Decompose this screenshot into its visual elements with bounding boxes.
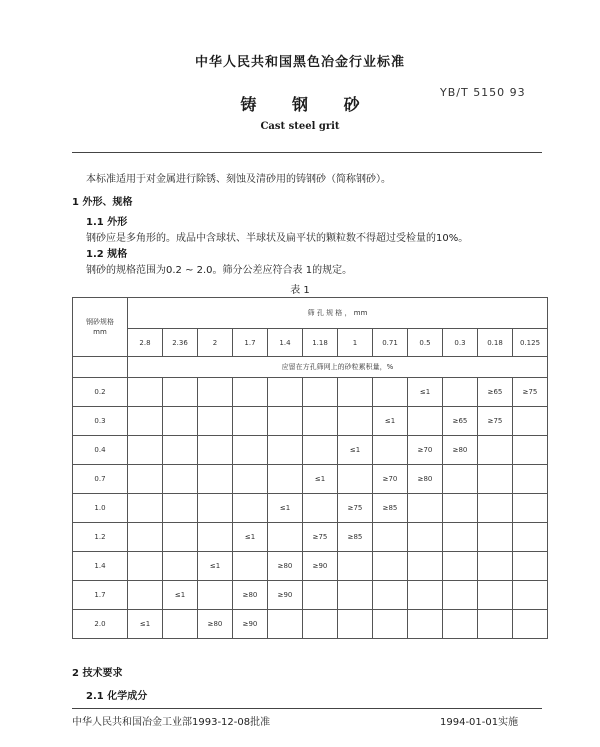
retention-cell [338, 581, 373, 610]
retention-cell: ≥70 [373, 465, 408, 494]
retention-cell [338, 407, 373, 436]
english-title: Cast steel grit [260, 121, 340, 132]
retention-cell [163, 436, 198, 465]
retention-cell [198, 494, 233, 523]
retention-cell [373, 581, 408, 610]
spec-cell: 2.0 [73, 610, 128, 639]
retention-cell [268, 465, 303, 494]
sieve-size-cell: 2.36 [163, 329, 198, 357]
retention-cell: ≥90 [303, 552, 338, 581]
blank-cell [73, 357, 128, 378]
section-2-heading: 2 技术要求 [72, 668, 123, 679]
spec-header-cell [73, 298, 128, 357]
retention-cell [163, 465, 198, 494]
section-1-2-text: 钢砂的规格范围为0.2 ~ 2.0。筛分公差应符合表 1的规定。 [86, 265, 353, 276]
retention-cell [513, 494, 548, 523]
retention-cell [478, 523, 513, 552]
spec-header-label: 钢砂规格 [86, 318, 114, 326]
header-divider [72, 152, 542, 153]
table-row [73, 610, 548, 639]
retention-cell: ≤1 [163, 581, 198, 610]
sieve-size-cell: 0.71 [373, 329, 408, 357]
retention-cell: ≥65 [478, 378, 513, 407]
retention-cell [478, 494, 513, 523]
retention-cell [128, 407, 163, 436]
retention-cell [163, 378, 198, 407]
retention-cell: ≥65 [443, 407, 478, 436]
retention-cell [513, 465, 548, 494]
sieve-size-cell: 2 [198, 329, 233, 357]
spec-header-unit: mm [93, 328, 107, 336]
retention-cell [233, 494, 268, 523]
table-row [73, 523, 548, 552]
section-1-1-heading: 1.1 外形 [86, 217, 128, 228]
retention-cell [443, 581, 478, 610]
retention-cell [513, 523, 548, 552]
sieve-size-cell: 1.18 [303, 329, 338, 357]
retention-cell: ≥85 [338, 523, 373, 552]
retention-cell [513, 581, 548, 610]
retention-cell [163, 610, 198, 639]
retention-cell [303, 581, 338, 610]
retention-cell [408, 581, 443, 610]
retention-cell [478, 465, 513, 494]
retention-cell: ≤1 [198, 552, 233, 581]
sieve-size-cell: 1.7 [233, 329, 268, 357]
sieve-size-row [73, 329, 548, 357]
retention-cell [128, 378, 163, 407]
spec-cell: 1.7 [73, 581, 128, 610]
retention-header: 应留在方孔筛网上的砂粒累积量，% [128, 357, 548, 378]
sieve-size-cell: 1.4 [268, 329, 303, 357]
retention-cell [233, 378, 268, 407]
table-row [73, 465, 548, 494]
retention-cell [303, 436, 338, 465]
spec-cell: 0.7 [73, 465, 128, 494]
document-title: 铸 钢 砂 [240, 95, 360, 114]
footer-divider [72, 708, 542, 709]
intro-paragraph: 本标准适用于对金属进行除锈、刻蚀及清砂用的铸钢砂（简称钢砂）。 [86, 174, 391, 185]
retention-cell [163, 523, 198, 552]
retention-cell [373, 436, 408, 465]
retention-cell: ≤1 [268, 494, 303, 523]
retention-cell: ≤1 [338, 436, 373, 465]
retention-cell [373, 523, 408, 552]
retention-cell [443, 523, 478, 552]
retention-cell [443, 378, 478, 407]
spec-cell: 0.4 [73, 436, 128, 465]
spec-cell: 0.2 [73, 378, 128, 407]
sieve-size-cell: 0.3 [443, 329, 478, 357]
retention-cell [478, 610, 513, 639]
retention-cell: ≥75 [338, 494, 373, 523]
retention-cell [268, 523, 303, 552]
sieve-size-cell: 0.18 [478, 329, 513, 357]
section-1-1-text: 钢砂应是多角形的。成品中含球状、半球状及扁平状的颗粒数不得超过受检量的10%。 [86, 233, 469, 244]
table-row [73, 552, 548, 581]
retention-cell: ≥80 [233, 581, 268, 610]
retention-cell [338, 465, 373, 494]
retention-cell [233, 436, 268, 465]
retention-cell [478, 436, 513, 465]
table-row [73, 436, 548, 465]
retention-cell: ≤1 [373, 407, 408, 436]
retention-cell [408, 407, 443, 436]
retention-cell [198, 436, 233, 465]
retention-cell [303, 407, 338, 436]
retention-cell [408, 552, 443, 581]
retention-cell [303, 494, 338, 523]
table-caption: 表 1 [290, 285, 310, 296]
retention-cell [513, 552, 548, 581]
retention-cell [128, 465, 163, 494]
retention-cell [233, 552, 268, 581]
retention-cell: ≥80 [198, 610, 233, 639]
retention-cell [303, 378, 338, 407]
retention-cell: ≥75 [513, 378, 548, 407]
sieve-size-cell: 0.125 [513, 329, 548, 357]
issuing-organization: 中华人民共和国黑色冶金行业标准 [194, 55, 405, 70]
table-row [73, 378, 548, 407]
retention-cell: ≥90 [233, 610, 268, 639]
retention-cell [443, 552, 478, 581]
retention-cell [303, 610, 338, 639]
retention-cell [163, 494, 198, 523]
spec-cell: 1.0 [73, 494, 128, 523]
retention-cell [128, 581, 163, 610]
retention-cell [268, 436, 303, 465]
retention-cell [198, 465, 233, 494]
retention-cell [233, 465, 268, 494]
retention-cell [478, 581, 513, 610]
table-row [73, 581, 548, 610]
retention-cell [338, 378, 373, 407]
retention-cell [338, 610, 373, 639]
retention-cell [198, 378, 233, 407]
retention-cell [513, 436, 548, 465]
retention-cell [373, 610, 408, 639]
sieve-size-cell: 0.5 [408, 329, 443, 357]
retention-cell [513, 407, 548, 436]
section-1-2-heading: 1.2 规格 [86, 249, 128, 260]
retention-cell: ≥75 [478, 407, 513, 436]
retention-cell [408, 610, 443, 639]
retention-cell [338, 552, 373, 581]
retention-cell [408, 523, 443, 552]
effective-date: 1994-01-01实施 [440, 717, 519, 728]
retention-cell [163, 407, 198, 436]
retention-cell: ≤1 [128, 610, 163, 639]
spec-cell: 1.4 [73, 552, 128, 581]
retention-cell: ≥80 [443, 436, 478, 465]
retention-cell: ≥90 [268, 581, 303, 610]
retention-cell [443, 494, 478, 523]
table-row [73, 494, 548, 523]
retention-cell [443, 465, 478, 494]
retention-cell: ≥85 [373, 494, 408, 523]
retention-cell [268, 378, 303, 407]
retention-cell [163, 552, 198, 581]
retention-cell [268, 610, 303, 639]
approval-note: 中华人民共和国冶金工业部1993-12-08批准 [72, 717, 271, 728]
section-1-heading: 1 外形、规格 [72, 197, 133, 208]
retention-cell: ≤1 [408, 378, 443, 407]
retention-cell: ≥80 [268, 552, 303, 581]
retention-cell [198, 523, 233, 552]
retention-cell [128, 523, 163, 552]
retention-cell [478, 552, 513, 581]
retention-cell [443, 610, 478, 639]
sieve-size-cell: 1 [338, 329, 373, 357]
retention-cell [128, 494, 163, 523]
retention-cell [373, 378, 408, 407]
standard-code: YB/T 5150 93 [440, 86, 526, 99]
retention-cell [268, 407, 303, 436]
retention-cell: ≥75 [303, 523, 338, 552]
retention-cell: ≥80 [408, 465, 443, 494]
sieve-size-cell: 2.8 [128, 329, 163, 357]
spec-cell: 0.3 [73, 407, 128, 436]
spec-cell: 1.2 [73, 523, 128, 552]
retention-cell: ≥70 [408, 436, 443, 465]
retention-cell [233, 407, 268, 436]
section-2-1-heading: 2.1 化学成分 [86, 691, 148, 702]
table-row [73, 407, 548, 436]
retention-cell [198, 581, 233, 610]
sieve-table [72, 297, 548, 639]
retention-cell [373, 552, 408, 581]
retention-cell: ≤1 [303, 465, 338, 494]
retention-cell [408, 494, 443, 523]
retention-cell [128, 552, 163, 581]
sieve-header: 筛 孔 规 格 ， mm [128, 298, 548, 329]
retention-cell [198, 407, 233, 436]
retention-cell [513, 610, 548, 639]
retention-cell [128, 436, 163, 465]
retention-cell: ≤1 [233, 523, 268, 552]
